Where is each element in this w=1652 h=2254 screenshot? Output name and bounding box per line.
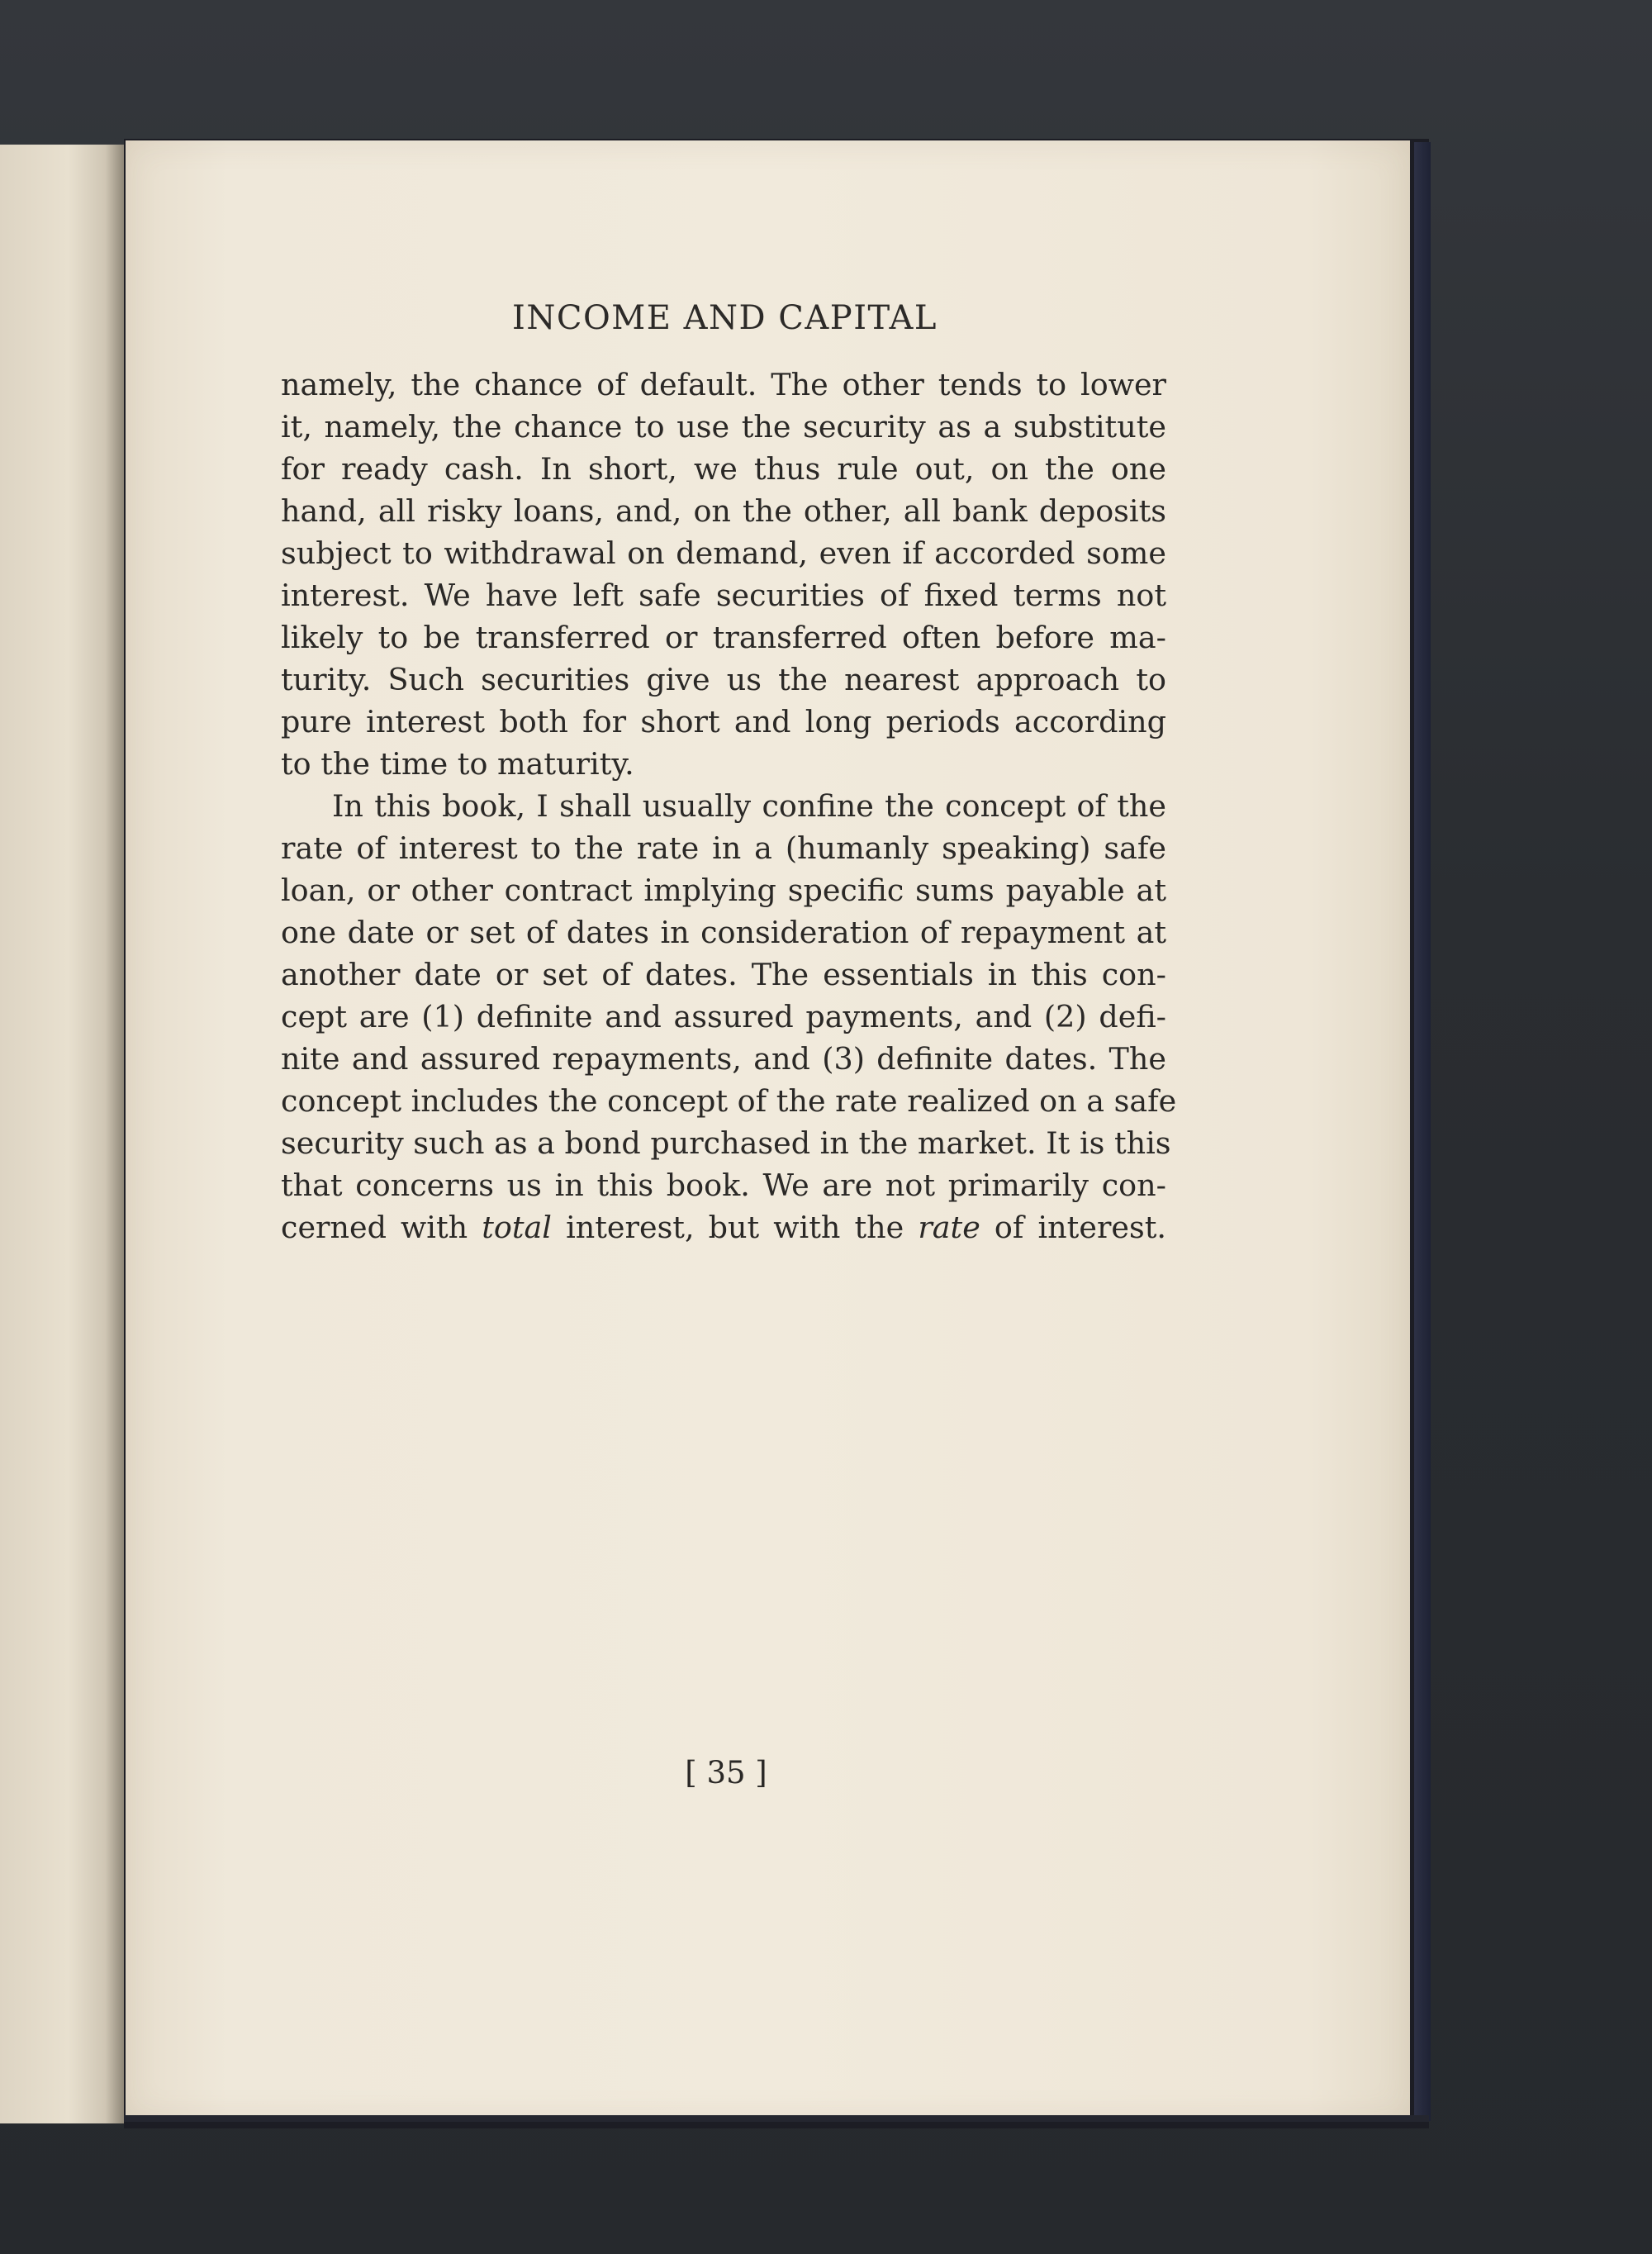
paragraph-1: [281, 364, 1166, 785]
text-line-final: [281, 1206, 1166, 1248]
text-run: interest, but with the: [551, 1210, 919, 1245]
facing-page-edge: [0, 145, 124, 2123]
text-line: subject to withdrawal on demand, even if accorded some: [281, 535, 1166, 571]
page-number: [ 35 ]: [685, 1755, 767, 1790]
paragraph-2: [281, 785, 1177, 1248]
body-text: [281, 364, 1177, 1248]
text-line: hand, all risky loans, and, on the other, all bank deposits: [281, 493, 1166, 529]
text-line: In this book, I shall usually confine the concept of the: [332, 788, 1166, 824]
text-line: another date or set of dates. The essentials in this con-: [281, 957, 1166, 992]
text-line: concept includes the concept of the rate realized on a safe: [281, 1083, 1177, 1119]
text-line: loan, or other contract implying specific sums payable at: [281, 873, 1166, 908]
page-bottom-edge: [124, 2115, 1429, 2122]
text-line: likely to be transferred or transferred often before ma-: [281, 620, 1166, 655]
text-line: turity. Such securities give us the nearest approach to: [281, 662, 1166, 697]
book-cover-edge: [1414, 142, 1431, 2121]
text-line: for ready cash. In short, we thus rule out, on the one: [281, 451, 1166, 487]
text-line: nite and assured repayments, and (3) definite dates. The: [281, 1041, 1166, 1077]
text-line: security such as a bond purchased in the market. It is this: [281, 1125, 1171, 1161]
text-run: of interest.: [980, 1210, 1166, 1245]
text-line: namely, the chance of default. The other tends to lower: [281, 367, 1166, 402]
text-line: cept are (1) definite and assured payments, and (2) defi-: [281, 999, 1166, 1034]
text-line: to the time to maturity.: [281, 746, 634, 782]
emphasis-total: total: [482, 1210, 552, 1245]
text-line: it, namely, the chance to use the security as a substitute: [281, 409, 1166, 445]
emphasis-rate: rate: [918, 1210, 980, 1245]
text-line: one date or set of dates in consideration of repayment at: [281, 915, 1166, 950]
text-run: cerned with: [281, 1210, 482, 1245]
text-line: that concerns us in this book. We are not primarily con-: [281, 1167, 1166, 1203]
text-line: rate of interest to the rate in a (humanly speaking) safe: [281, 830, 1166, 866]
running-head: INCOME AND CAPITAL: [512, 299, 938, 337]
text-line: pure interest both for short and long periods according: [281, 704, 1166, 739]
text-line: interest. We have left safe securities of fixed terms not: [281, 578, 1166, 613]
